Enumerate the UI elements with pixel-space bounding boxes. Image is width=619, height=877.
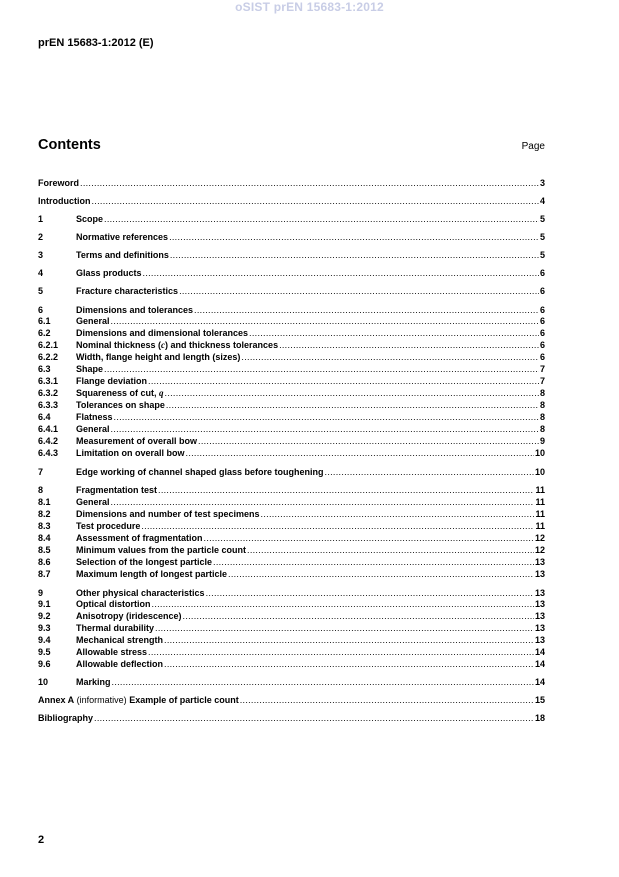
toc-entry-title: Dimensions and number of test specimens: [76, 509, 260, 519]
toc-entry-title: Thermal durability: [76, 623, 155, 633]
toc-entry-page: 13: [534, 611, 545, 621]
toc-entry-title: Mechanical strength: [76, 635, 164, 645]
toc-entry[interactable]: [38, 544, 545, 556]
toc-entry-page: 6: [539, 305, 545, 315]
dot-leader: [165, 387, 539, 399]
toc-title-part: Example of particle count: [129, 695, 239, 705]
toc-entry-title: Other physical characteristics: [76, 588, 205, 598]
toc-entry-number: 6.2.2: [38, 352, 59, 362]
toc-entry-number: 8.3: [38, 521, 51, 531]
toc-entry-page: 13: [534, 557, 545, 567]
toc-entry-title: Glass products: [76, 268, 142, 278]
toc-entry-number: 2: [38, 232, 44, 242]
toc-entry-title: Assessment of fragmentation: [76, 533, 203, 543]
dot-leader: [111, 315, 539, 327]
toc-entry-number: 6.4.1: [38, 424, 59, 434]
toc-entry-page: 13: [534, 623, 545, 633]
toc-entry[interactable]: [38, 195, 545, 207]
toc-entry-page: 10: [534, 467, 545, 477]
toc-entry-number: 6.4.3: [38, 448, 59, 458]
dot-leader: [148, 375, 539, 387]
toc-entry[interactable]: [38, 315, 545, 327]
toc-entry-title: [76, 387, 164, 399]
toc-entry-page: 6: [539, 328, 545, 338]
dot-leader: [186, 447, 534, 459]
toc-entry-number: 6.1: [38, 316, 51, 326]
toc-entry-title: Fragmentation test: [76, 485, 158, 495]
toc-entry-number: 9: [38, 588, 44, 598]
toc-entry-page: 15: [534, 695, 545, 705]
toc-entry-title: General: [76, 424, 110, 434]
toc-entry-title: Tolerances on shape: [76, 400, 165, 410]
dot-leader: [213, 556, 534, 568]
toc-entry-title: Anisotropy (iridescence): [76, 611, 182, 621]
dot-leader: [92, 195, 539, 207]
toc-entry[interactable]: [38, 568, 545, 580]
toc-entry-number: 9.3: [38, 623, 51, 633]
toc-entry[interactable]: [38, 423, 545, 435]
dot-leader: [228, 568, 534, 580]
toc-entry-title: Flatness: [76, 412, 113, 422]
dot-leader: [104, 213, 539, 225]
toc-entry-number: 8.4: [38, 533, 51, 543]
toc-entry-page: 11: [535, 521, 545, 531]
toc-entry[interactable]: [38, 399, 545, 411]
toc-entry-title: [38, 694, 239, 706]
toc-entry-page: 6: [539, 316, 545, 326]
dot-leader: [152, 598, 534, 610]
toc-entry[interactable]: [38, 598, 545, 610]
toc-entry-page: 4: [539, 196, 545, 206]
dot-leader: [104, 363, 539, 375]
toc-entry-title: Scope: [76, 214, 104, 224]
toc-entry[interactable]: [38, 231, 545, 243]
toc-entry-title: Allowable stress: [76, 647, 148, 657]
toc-entry-title: Dimensions and tolerances: [76, 305, 194, 315]
toc-entry-title: Test procedure: [76, 521, 141, 531]
dot-leader: [80, 177, 539, 189]
toc-entry-title: [76, 339, 278, 351]
toc-title-qualifier: (informative): [74, 695, 130, 705]
toc-entry-page: 13: [534, 599, 545, 609]
page-column-label: Page: [521, 141, 545, 152]
toc-entry[interactable]: [38, 363, 545, 375]
toc-entry-page: 11: [535, 485, 545, 495]
toc-entry-page: 11: [535, 509, 545, 519]
toc-entry-number: 8.5: [38, 545, 51, 555]
dot-leader: [141, 520, 534, 532]
toc-entry-number: 6.3.2: [38, 388, 59, 398]
dot-leader: [247, 544, 534, 556]
toc-entry-page: 11: [535, 497, 545, 507]
toc-entry-title: Flange deviation: [76, 376, 148, 386]
toc-entry[interactable]: [38, 508, 545, 520]
dot-leader: [114, 411, 539, 423]
toc-entry-number: 6.2: [38, 328, 51, 338]
toc-entry-number: 8.1: [38, 497, 51, 507]
toc-entry-number: 3: [38, 250, 44, 260]
toc-entry[interactable]: [38, 694, 545, 706]
toc-entry[interactable]: [38, 622, 545, 634]
toc-entry-title: Edge working of channel shaped glass before toughening: [76, 467, 324, 477]
toc-entry[interactable]: [38, 496, 545, 508]
dot-leader: [94, 712, 534, 724]
dot-leader: [279, 339, 539, 351]
toc-entry[interactable]: [38, 411, 545, 423]
dot-leader: [261, 508, 535, 520]
toc-entry-title: Introduction: [38, 196, 91, 206]
dot-leader: [183, 610, 534, 622]
toc-entry-title: Optical distortion: [76, 599, 151, 609]
toc-entry-page: 12: [534, 533, 545, 543]
toc-entry-number: 6.3.3: [38, 400, 59, 410]
toc-entry-page: 14: [534, 659, 545, 669]
toc-title-symbol: q: [159, 388, 164, 398]
toc-entry[interactable]: [38, 484, 545, 496]
dot-leader: [111, 423, 539, 435]
dot-leader: [241, 351, 539, 363]
toc-entry-page: 13: [534, 569, 545, 579]
toc-title-part: ) and thickness tolerances: [165, 340, 279, 350]
toc-entry-number: 8: [38, 485, 44, 495]
toc-entry[interactable]: [38, 213, 545, 225]
toc-entry-number: 9.1: [38, 599, 51, 609]
toc-entry-title: Minimum values from the particle count: [76, 545, 247, 555]
toc-entry[interactable]: [38, 532, 545, 544]
toc-entry-page: 18: [534, 713, 545, 723]
toc-entry[interactable]: [38, 339, 545, 351]
dot-leader: [169, 231, 539, 243]
dot-leader: [112, 676, 534, 688]
toc-title-part: Squareness of cut,: [76, 388, 160, 398]
toc-entry-title: General: [76, 316, 110, 326]
toc-entry-page: 8: [539, 424, 545, 434]
toc-entry-page: 7: [539, 364, 545, 374]
toc-entry-title: Maximum length of longest particle: [76, 569, 228, 579]
toc-entry-page: 7: [539, 376, 545, 386]
toc-entry-number: 9.6: [38, 659, 51, 669]
toc-entry-number: 9.5: [38, 647, 51, 657]
toc-entry-number: 8.2: [38, 509, 51, 519]
toc-entry-title: Fracture characteristics: [76, 286, 179, 296]
dot-leader: [325, 466, 534, 478]
toc-entry-title: Allowable deflection: [76, 659, 164, 669]
toc-entry-number: 1: [38, 214, 44, 224]
toc-entry-title: Width, flange height and length (sizes): [76, 352, 241, 362]
toc-entry-page: 8: [539, 388, 545, 398]
dot-leader: [155, 622, 534, 634]
toc-entry[interactable]: [38, 447, 545, 459]
toc-entry-number: 8.7: [38, 569, 51, 579]
toc-entry-page: 8: [539, 400, 545, 410]
toc-entry[interactable]: [38, 676, 545, 688]
toc-entry-page: 10: [534, 448, 545, 458]
toc-entry[interactable]: [38, 435, 545, 447]
dot-leader: [148, 646, 534, 658]
toc-entry-page: 12: [534, 545, 545, 555]
toc-entry[interactable]: [38, 351, 545, 363]
toc-entry-page: 5: [539, 232, 545, 242]
toc-entry-page: 13: [534, 635, 545, 645]
toc-entry[interactable]: [38, 327, 545, 339]
dot-leader: [158, 484, 534, 496]
toc-entry[interactable]: [38, 646, 545, 658]
toc-entry-number: 6.4.2: [38, 436, 59, 446]
toc-entry[interactable]: [38, 520, 545, 532]
toc-entry-title: Normative references: [76, 232, 169, 242]
toc-entry-title: Measurement of overall bow: [76, 436, 198, 446]
dot-leader: [249, 327, 539, 339]
toc-entry-number: 7: [38, 467, 44, 477]
toc-entry-number: 6.2.1: [38, 340, 59, 350]
toc-entry-title: General: [76, 497, 110, 507]
dot-leader: [170, 249, 539, 261]
toc-entry-title: Foreword: [38, 178, 80, 188]
toc-entry-page: 5: [539, 250, 545, 260]
toc-entry[interactable]: [38, 712, 545, 724]
toc-title-part: Annex A: [38, 695, 75, 705]
toc-entry-number: 4: [38, 268, 44, 278]
watermark: oSIST prEN 15683-1:2012: [235, 0, 384, 14]
toc-entry-number: 6.3: [38, 364, 51, 374]
toc-entry-page: 8: [539, 412, 545, 422]
dot-leader: [166, 399, 539, 411]
dot-leader: [164, 658, 534, 670]
toc-entry[interactable]: [38, 267, 545, 279]
toc-entry[interactable]: [38, 375, 545, 387]
toc-entry-title: Dimensions and dimensional tolerances: [76, 328, 249, 338]
toc-entry-page: 14: [534, 647, 545, 657]
toc-entry-number: 9.4: [38, 635, 51, 645]
toc-title-part: Nominal thickness (: [76, 340, 162, 350]
toc-entry-title: Terms and definitions: [76, 250, 169, 260]
contents-heading: Contents: [38, 137, 101, 153]
toc-entry[interactable]: [38, 634, 545, 646]
toc-entry-number: 6.4: [38, 412, 51, 422]
toc-entry-number: 6.3.1: [38, 376, 59, 386]
dot-leader: [198, 435, 539, 447]
toc-entry-page: 14: [534, 677, 545, 687]
toc-entry-page: 6: [539, 286, 545, 296]
toc-title-symbol: c: [161, 340, 166, 350]
toc-entry-title: Bibliography: [38, 713, 94, 723]
toc-entry-title: Limitation on overall bow: [76, 448, 185, 458]
toc-entry-page: 9: [539, 436, 545, 446]
toc-entry-number: 9.2: [38, 611, 51, 621]
toc-entry-title: Marking: [76, 677, 111, 687]
toc-entry[interactable]: [38, 610, 545, 622]
dot-leader: [111, 496, 535, 508]
toc-entry-page: 13: [534, 588, 545, 598]
dot-leader: [179, 285, 539, 297]
toc-entry-page: 3: [539, 178, 545, 188]
dot-leader: [204, 532, 534, 544]
toc-entry-page: 6: [539, 340, 545, 350]
toc-entry[interactable]: [38, 285, 545, 297]
toc-entry-number: 8.6: [38, 557, 51, 567]
toc-entry[interactable]: [38, 466, 545, 478]
document-id: prEN 15683-1:2012 (E): [38, 37, 154, 49]
page-number: 2: [38, 834, 45, 846]
toc-entry[interactable]: [38, 249, 545, 261]
dot-leader: [240, 694, 534, 706]
toc-entry-page: 5: [539, 214, 545, 224]
dot-leader: [164, 634, 534, 646]
toc-entry-number: 10: [38, 677, 49, 687]
toc-entry-number: 5: [38, 286, 44, 296]
toc-entry-page: 6: [539, 268, 545, 278]
toc-entry-title: Shape: [76, 364, 104, 374]
toc-entry[interactable]: [38, 177, 545, 189]
toc-entry[interactable]: [38, 387, 545, 399]
toc-entry-title: Selection of the longest particle: [76, 557, 213, 567]
toc-entry-page: 6: [539, 352, 545, 362]
dot-leader: [143, 267, 539, 279]
toc-entry[interactable]: [38, 658, 545, 670]
toc-entry[interactable]: [38, 556, 545, 568]
toc-entry-number: 6: [38, 305, 44, 315]
